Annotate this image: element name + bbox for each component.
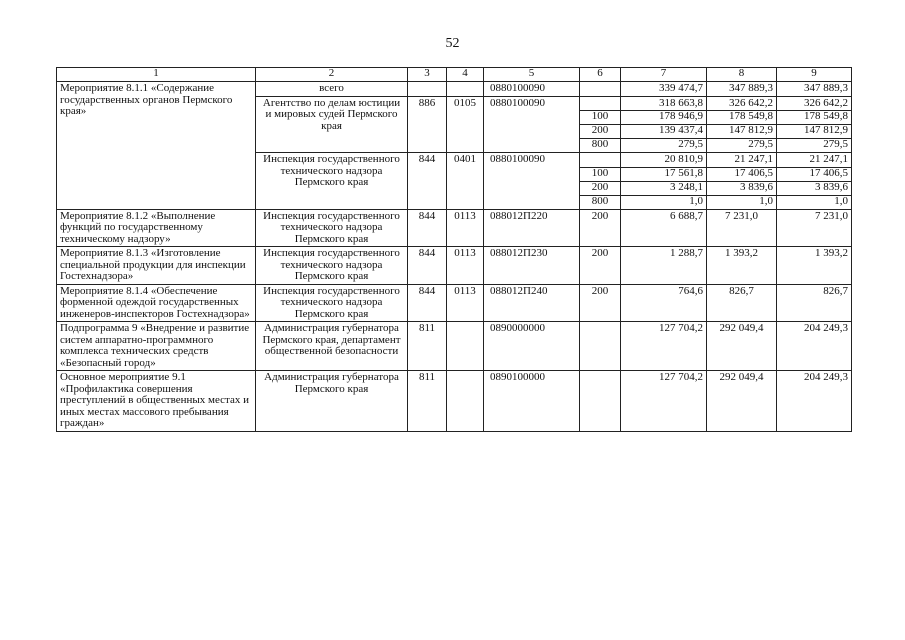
expense-type: 200 [580,209,621,247]
code-col3: 811 [408,322,447,371]
organization: Инспекция государственного технического надзора Пермского края [256,247,408,285]
code-col4 [447,82,484,97]
column-header-8: 8 [707,68,777,82]
code-col3 [408,82,447,97]
code-col3: 886 [408,96,447,153]
code-col5: 0890100000 [484,371,580,432]
activity-name: Мероприятие 8.1.4 «Обеспечение форменной одеждой государственных инженеров-инспекторов Гостехнадзора» [57,284,256,322]
code-col5: 088012П230 [484,247,580,285]
code-col5: 0880100090 [484,153,580,210]
value-col9: 279,5 [777,139,852,153]
column-header-7: 7 [621,68,707,82]
value-col7: 3 248,1 [621,181,707,195]
table-row [57,322,852,371]
value-col7: 1 288,7 [621,247,707,285]
organization: Инспекция государственного технического надзора Пермского края [256,209,408,247]
expense-type: 200 [580,181,621,195]
value-col8: 279,5 [707,139,777,153]
value-col8: 21 247,1 [707,153,777,168]
value-col8: 147 812,9 [707,125,777,139]
code-col4: 0401 [447,153,484,210]
code-col3: 811 [408,371,447,432]
code-col4: 0113 [447,209,484,247]
column-header-1: 1 [57,68,256,82]
activity-name: Мероприятие 8.1.2 «Выполнение функций по государственному техническому надзору» [57,209,256,247]
organization: Инспекция государственного технического надзора Пермского края [256,153,408,210]
value-col8: 7 231,0 [707,209,777,247]
table-row [57,247,852,285]
budget-table [56,67,852,432]
value-col9: 347 889,3 [777,82,852,97]
value-col9: 826,7 [777,284,852,322]
table-row [57,209,852,247]
value-col9: 21 247,1 [777,153,852,168]
column-header-9: 9 [777,68,852,82]
value-col9: 204 249,3 [777,371,852,432]
code-col5: 088012П220 [484,209,580,247]
expense-type: 100 [580,167,621,181]
organization: Агентство по делам юстиции и мировых судей Пермского края [256,96,408,153]
table-row [57,82,852,97]
value-col7: 127 704,2 [621,322,707,371]
value-col7: 339 474,7 [621,82,707,97]
expense-type [580,322,621,371]
activity-name: Мероприятие 8.1.1 «Содержание государственных органов Пермского края» [57,82,256,210]
value-col9: 1,0 [777,195,852,209]
code-col5: 0880100090 [484,82,580,97]
organization: Администрация губернатора Пермского края, департамент общественной безопасности [256,322,408,371]
value-col9: 17 406,5 [777,167,852,181]
code-col5: 0890000000 [484,322,580,371]
value-col7: 139 437,4 [621,125,707,139]
table-row [57,284,852,322]
value-col7: 1,0 [621,195,707,209]
expense-type: 200 [580,284,621,322]
value-col9: 204 249,3 [777,322,852,371]
expense-type: 800 [580,139,621,153]
value-col9: 7 231,0 [777,209,852,247]
value-col7: 127 704,2 [621,371,707,432]
column-header-6: 6 [580,68,621,82]
code-col3: 844 [408,247,447,285]
organization: всего [256,82,408,97]
code-col3: 844 [408,284,447,322]
code-col4: 0113 [447,284,484,322]
value-col9: 147 812,9 [777,125,852,139]
value-col8: 326 642,2 [707,96,777,111]
expense-type [580,82,621,97]
column-header-4: 4 [447,68,484,82]
expense-type [580,371,621,432]
value-col7: 6 688,7 [621,209,707,247]
expense-type: 100 [580,111,621,125]
value-col8: 3 839,6 [707,181,777,195]
column-header-5: 5 [484,68,580,82]
value-col8: 1 393,2 [707,247,777,285]
value-col8: 826,7 [707,284,777,322]
code-col5: 0880100090 [484,96,580,153]
value-col7: 279,5 [621,139,707,153]
organization: Инспекция государственного технического надзора Пермского края [256,284,408,322]
value-col9: 178 549,8 [777,111,852,125]
value-col9: 3 839,6 [777,181,852,195]
activity-name: Основное мероприятие 9.1 «Профилактика совершения преступлений в общественных местах и иных местах массового пребывания граждан» [57,371,256,432]
value-col8: 347 889,3 [707,82,777,97]
expense-type [580,153,621,168]
expense-type: 200 [580,247,621,285]
code-col5: 088012П240 [484,284,580,322]
value-col7: 20 810,9 [621,153,707,168]
code-col4: 0113 [447,247,484,285]
table-row [57,371,852,432]
value-col8: 292 049,4 [707,371,777,432]
value-col7: 17 561,8 [621,167,707,181]
expense-type: 200 [580,125,621,139]
value-col9: 326 642,2 [777,96,852,111]
page-number: 52 [445,36,460,51]
code-col4 [447,371,484,432]
value-col7: 178 946,9 [621,111,707,125]
code-col4 [447,322,484,371]
value-col8: 178 549,8 [707,111,777,125]
code-col3: 844 [408,209,447,247]
expense-type: 800 [580,195,621,209]
column-header-2: 2 [256,68,408,82]
code-col4: 0105 [447,96,484,153]
value-col7: 318 663,8 [621,96,707,111]
value-col7: 764,6 [621,284,707,322]
value-col8: 17 406,5 [707,167,777,181]
code-col3: 844 [408,153,447,210]
organization: Администрация губернатора Пермского края [256,371,408,432]
value-col8: 1,0 [707,195,777,209]
activity-name: Подпрограмма 9 «Внедрение и развитие систем аппаратно-программного комплекса технических средств «Безопасный город» [57,322,256,371]
column-header-3: 3 [408,68,447,82]
value-col9: 1 393,2 [777,247,852,285]
expense-type [580,96,621,111]
header-row [57,68,852,82]
value-col8: 292 049,4 [707,322,777,371]
activity-name: Мероприятие 8.1.3 «Изготовление специальной продукции для инспекции Гостехнадзора» [57,247,256,285]
